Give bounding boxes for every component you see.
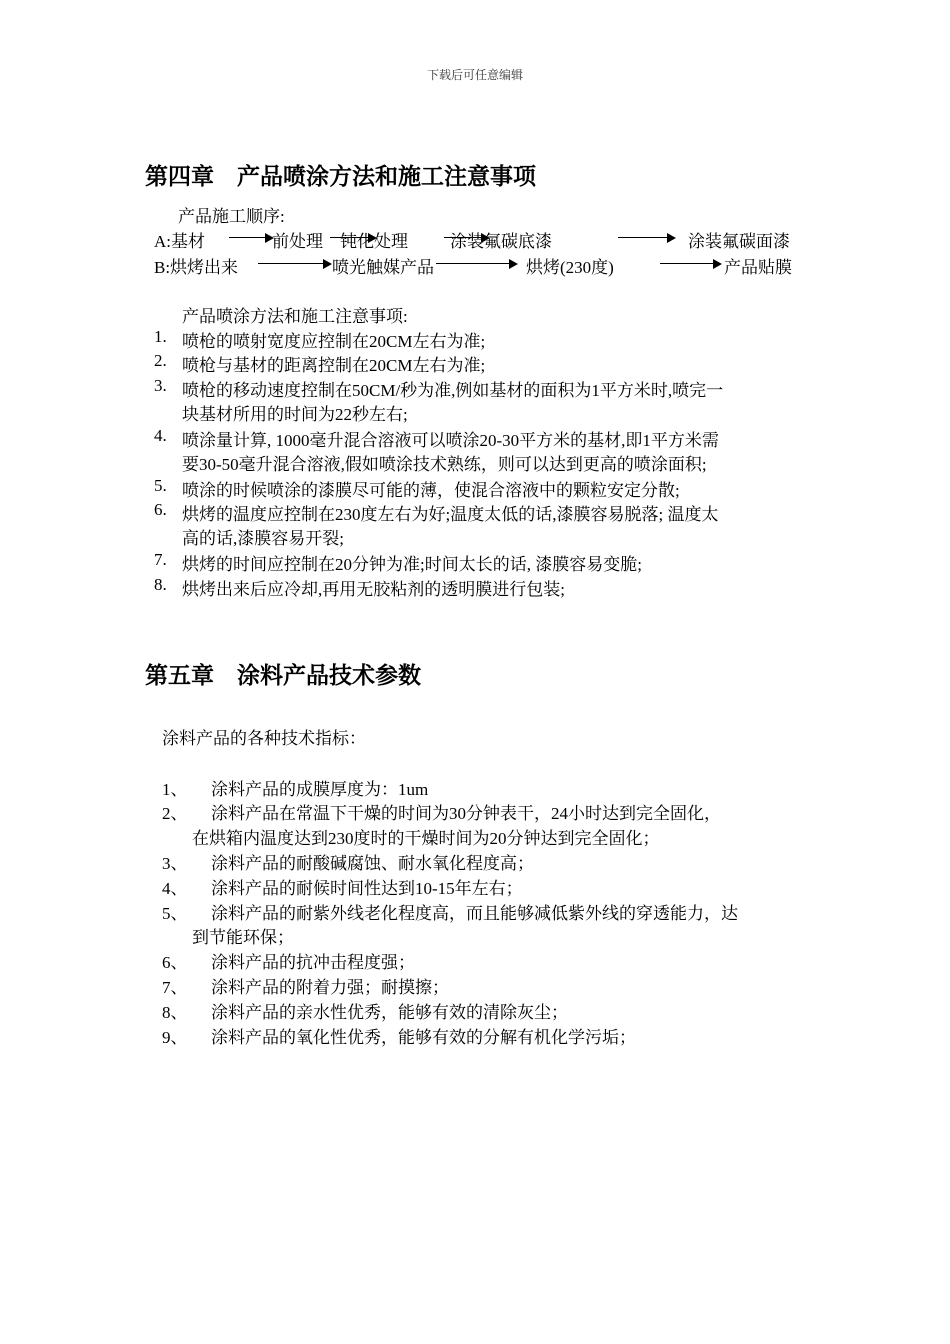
flow-a-step-4: 涂装氟碳底漆: [450, 232, 552, 251]
chapter-5-intro: 涂料产品的各种技术指标：: [162, 729, 366, 748]
flow-b-step-3: 烘烤(230度): [526, 258, 614, 277]
list-number: 8.: [154, 575, 167, 594]
list-item: 涂料产品的抗冲击程度强；: [211, 953, 415, 972]
notes-label: 产品喷涂方法和施工注意事项:: [182, 307, 408, 326]
list-item: 涂料产品的氧化性优秀，能够有效的分解有机化学污垢；: [211, 1028, 636, 1047]
list-item-continuation: 高的话,漆膜容易开裂;: [182, 529, 344, 548]
list-item-continuation: 块基材所用的时间为22秒左右;: [182, 405, 408, 424]
list-number: 7、: [162, 978, 188, 997]
list-item: 涂料产品的耐紫外线老化程度高，而且能够减低紫外线的穿透能力，达: [211, 904, 738, 923]
list-item: 涂料产品的亲水性优秀，能够有效的清除灰尘；: [211, 1003, 568, 1022]
flow-arrow-icon: [618, 237, 674, 238]
page-header-note: 下载后可任意编辑: [426, 68, 523, 82]
list-number: 5、: [162, 904, 188, 923]
list-number: 9、: [162, 1028, 188, 1047]
list-number: 6.: [154, 500, 167, 519]
sequence-label: 产品施工顺序:: [178, 207, 285, 226]
flow-b-step-4: 产品贴膜: [724, 258, 792, 277]
list-item-continuation: 到节能环保；: [192, 928, 294, 947]
flow-b-step-1: B:烘烤出来: [154, 258, 239, 277]
flow-a-step-5: 涂装氟碳面漆: [688, 232, 790, 251]
list-number: 6、: [162, 953, 188, 972]
list-number: 4、: [162, 879, 188, 898]
list-number: 1.: [154, 327, 167, 346]
list-item: 涂料产品的耐酸碱腐蚀、耐水氧化程度高；: [211, 854, 534, 873]
list-number: 4.: [154, 426, 167, 445]
list-number: 3、: [162, 854, 188, 873]
list-item: 烘烤的时间应控制在20分钟为准;时间太长的话, 漆膜容易变脆;: [182, 555, 642, 574]
list-item: 涂料产品在常温下干燥的时间为30分钟表干，24小时达到完全固化，: [211, 804, 721, 823]
flow-arrow-icon: [258, 263, 330, 264]
flow-a-step-3: 钝化处理: [340, 232, 408, 251]
list-item: 涂料产品的成膜厚度为：1um: [211, 780, 429, 799]
list-item: 烘烤的温度应控制在230度左右为好;温度太低的话,漆膜容易脱落; 温度太: [182, 505, 719, 524]
list-number: 8、: [162, 1003, 188, 1022]
flow-a-step-1: A:基材: [154, 232, 205, 251]
flow-a-step-2: 前处理: [272, 232, 323, 251]
list-item: 涂料产品的耐候时间性达到10-15年左右；: [211, 879, 523, 898]
list-number: 3.: [154, 376, 167, 395]
chapter-5-title: 第五章 涂料产品技术参数: [145, 663, 421, 689]
list-item: 烘烤出来后应冷却,再用无胶粘剂的透明膜进行包装;: [182, 580, 565, 599]
list-item: 涂料产品的附着力强；耐摸擦；: [211, 978, 449, 997]
list-number: 7.: [154, 550, 167, 569]
flow-arrow-icon: [436, 263, 516, 264]
list-item: 喷涂量计算, 1000毫升混合溶液可以喷涂20-30平方米的基材,即1平方米需: [182, 431, 719, 450]
list-item-continuation: 在烘箱内温度达到230度时的干燥时间为20分钟达到完全固化；: [192, 829, 660, 848]
chapter-4-title: 第四章 产品喷涂方法和施工注意事项: [145, 164, 536, 190]
list-number: 2、: [162, 804, 188, 823]
list-item: 喷枪的移动速度控制在50CM/秒为准,例如基材的面积为1平方米时,喷完一: [182, 381, 724, 400]
list-number: 1、: [162, 780, 188, 799]
list-number: 5.: [154, 476, 167, 495]
list-item: 喷枪与基材的距离控制在20CM左右为准;: [182, 356, 486, 375]
list-item: 喷枪的喷射宽度应控制在20CM左右为准;: [182, 332, 486, 351]
flow-arrow-icon: [229, 237, 272, 238]
list-item-continuation: 要30-50毫升混合溶液,假如喷涂技术熟练，则可以达到更高的喷涂面积;: [182, 455, 707, 474]
list-number: 2.: [154, 351, 167, 370]
list-item: 喷涂的时候喷涂的漆膜尽可能的薄，使混合溶液中的颗粒安定分散;: [182, 481, 680, 500]
flow-arrow-icon: [660, 263, 720, 264]
flow-b-step-2: 喷光触媒产品: [332, 258, 434, 277]
